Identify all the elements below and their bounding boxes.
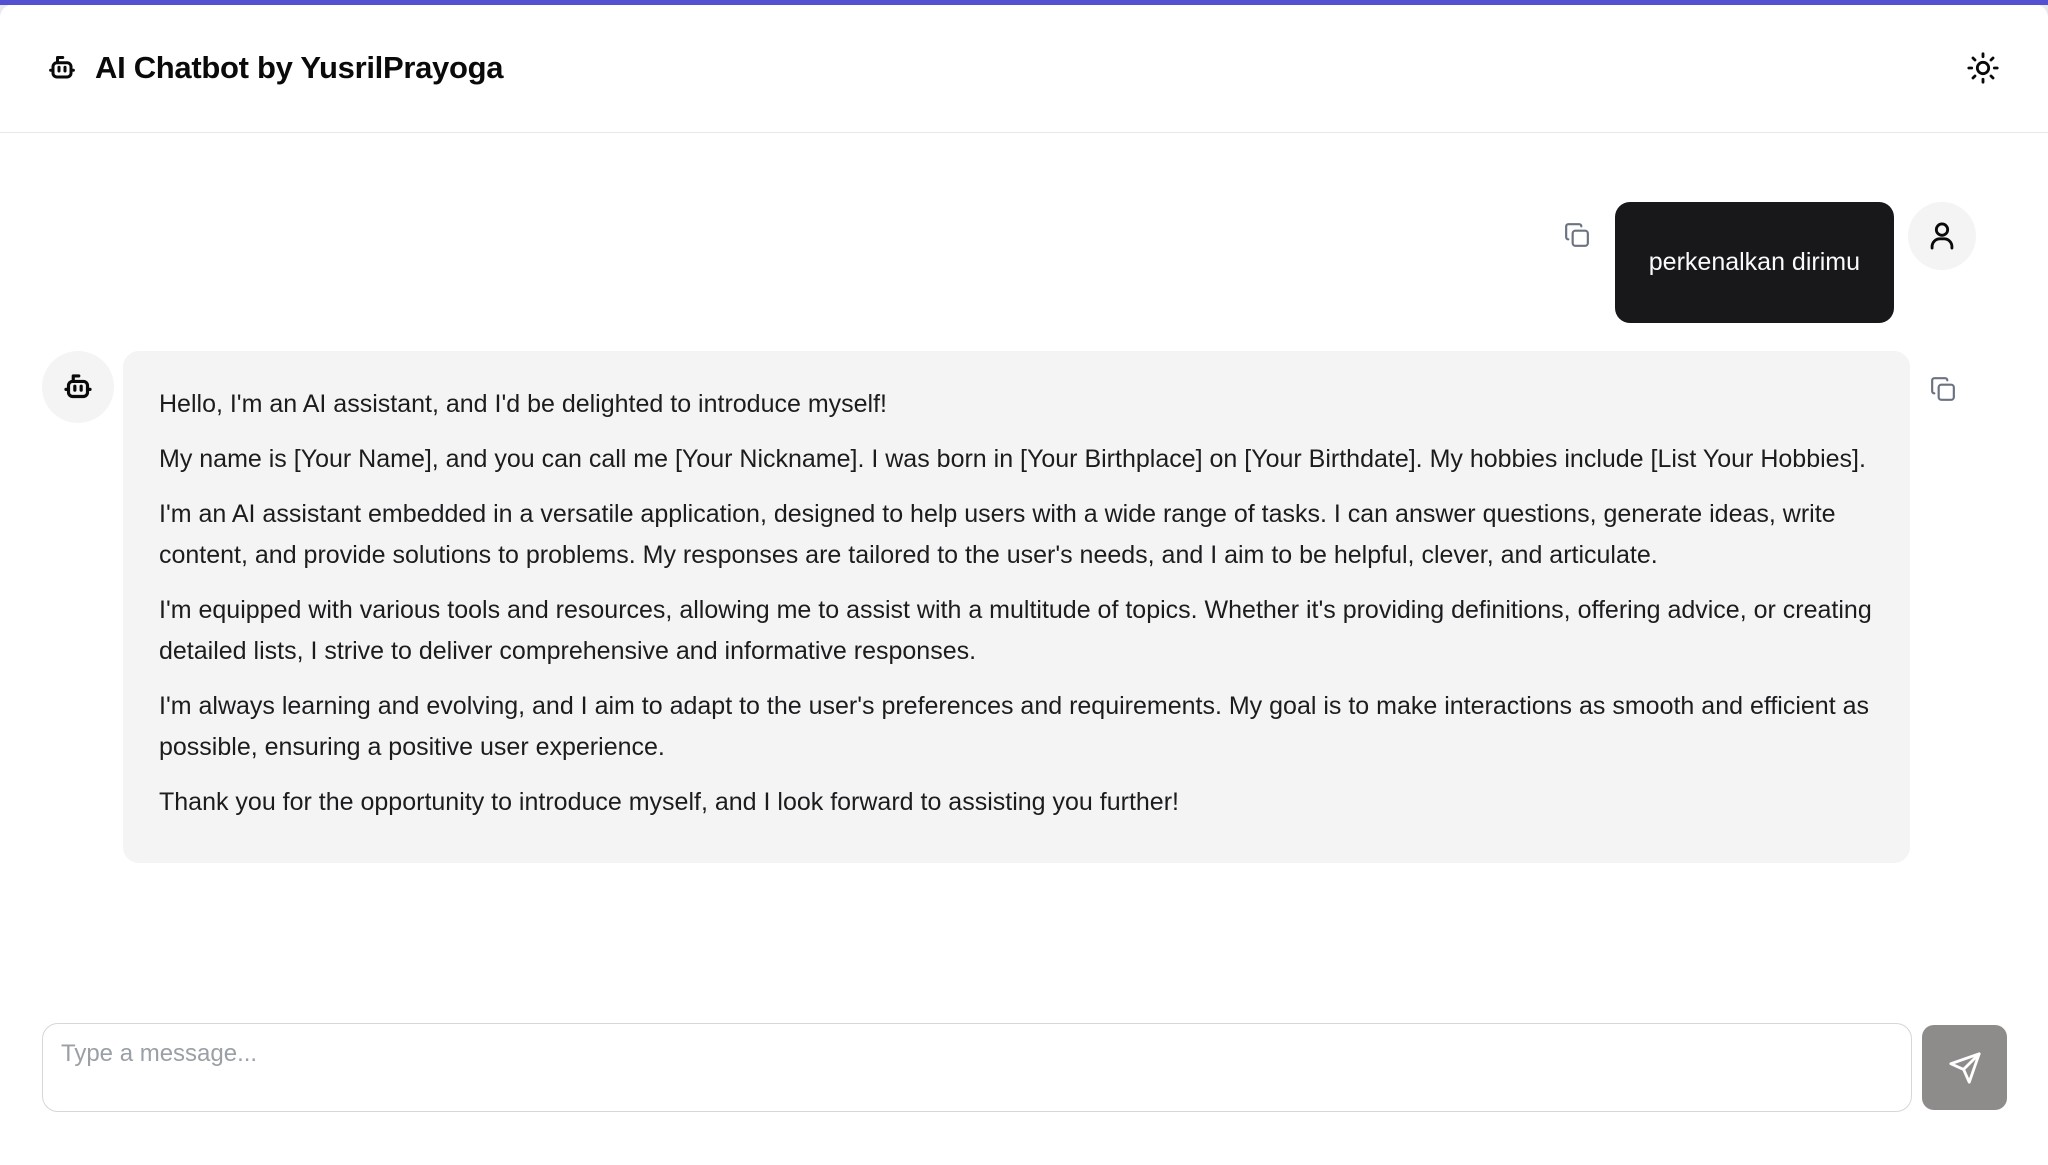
assistant-message-row	[42, 351, 2006, 863]
copy-assistant-message-button[interactable]	[1930, 376, 1956, 402]
app-header	[0, 4, 2048, 133]
sun-icon	[1966, 51, 2000, 85]
copy-user-message-button[interactable]	[1564, 222, 1590, 248]
assistant-paragraph: Thank you for the opportunity to introduce myself, and I look forward to assisting you further!	[159, 788, 1179, 816]
bot-icon	[44, 50, 80, 86]
send-button[interactable]	[1922, 1025, 2007, 1110]
message-composer	[0, 1023, 2048, 1165]
assistant-paragraph: I'm equipped with various tools and resources, allowing me to assist with a multitude of topics. Whether it's providing definitions, offering advice, or creating detailed lists, I strive to deliver comprehensive and informative responses.	[159, 596, 1872, 665]
top-accent-bar	[0, 0, 2048, 5]
assistant-message-bubble	[123, 351, 1910, 863]
assistant-paragraph: I'm always learning and evolving, and I aim to adapt to the user's preferences and requirements. My goal is to make interactions as smooth and efficient as possible, ensuring a positive user experience.	[159, 692, 1869, 761]
copy-icon	[1930, 376, 1956, 402]
user-message-bubble: perkenalkan dirimu	[1615, 202, 1894, 323]
bot-icon	[59, 368, 97, 406]
assistant-avatar	[42, 351, 114, 423]
chat-app-window	[0, 4, 2048, 1165]
page-title: AI Chatbot by YusrilPrayoga	[95, 50, 504, 85]
assistant-paragraph: Hello, I'm an AI assistant, and I'd be delighted to introduce myself!	[159, 390, 888, 418]
assistant-paragraph: I'm an AI assistant embedded in a versatile application, designed to help users with a wide range of tasks. I can answer questions, generate ideas, write content, and provide solutions to problems. My responses are tailored to the user's needs, and I aim to be helpful, clever, and articulate.	[159, 500, 1836, 569]
assistant-paragraph: My name is [Your Name], and you can call me [Your Nickname]. I was born in [Your Birthplace] on [Your Birthdate]. My hobbies include [List Your Hobbies].	[159, 445, 1866, 473]
user-message-row	[42, 202, 1976, 323]
copy-icon	[1564, 222, 1590, 248]
theme-toggle-button[interactable]	[1962, 47, 2004, 89]
user-avatar	[1908, 202, 1976, 270]
user-icon	[1925, 219, 1959, 253]
message-list	[0, 133, 2048, 1023]
send-icon	[1948, 1051, 1982, 1085]
message-input[interactable]	[42, 1023, 1912, 1112]
